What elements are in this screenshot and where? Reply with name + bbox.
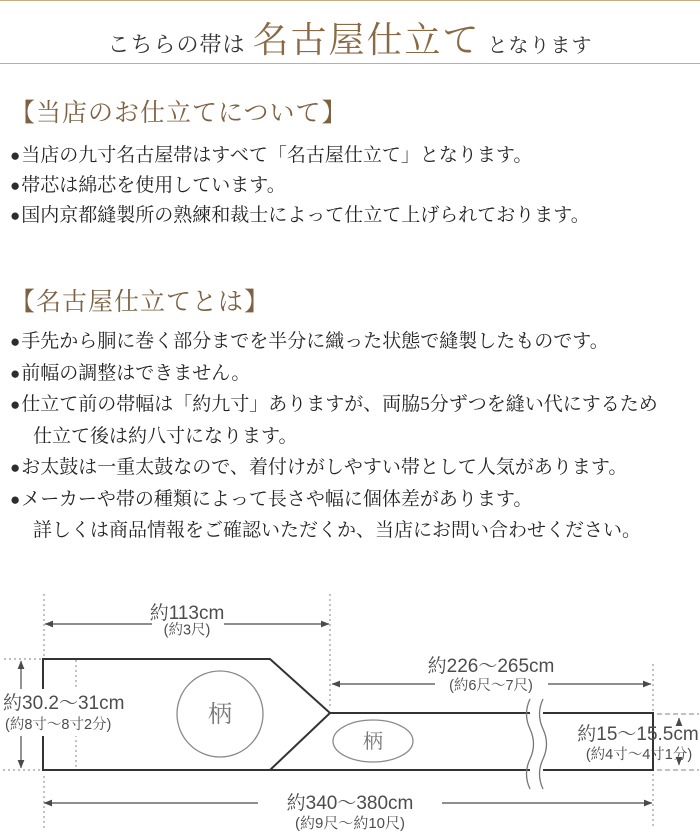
- item-text: 前幅の調整はできません。: [21, 362, 251, 384]
- dim-total-label-cm: 約340〜380cm: [286, 793, 414, 814]
- dim-tesaki-label-cm: 約113cm: [149, 603, 225, 624]
- item-text: 帯芯は綿芯を使用しています。: [21, 175, 286, 196]
- list-item-continuation: [10, 515, 658, 547]
- obi-fold-line: [270, 713, 330, 770]
- item-text: 国内京都縫製所の熟練和裁士によって仕立て上げられております。: [21, 205, 590, 226]
- item-text: 当店の九寸名古屋帯はすべて「名古屋仕立て」となります。: [21, 145, 533, 166]
- dim-body-label-shaku: (約6尺〜7尺): [449, 678, 533, 694]
- list-item: [10, 141, 590, 171]
- dim-wide-width-label-cm: 約30.2〜31cm: [3, 693, 125, 714]
- item-text: お太鼓は一重太鼓なので、着付けがしやすい帯として人気があります。: [21, 457, 628, 478]
- bullet-marker: ●: [10, 363, 21, 383]
- bullet-marker: ●: [10, 332, 21, 351]
- header-prefix: こちらの帯は: [107, 32, 246, 57]
- list-item: [10, 358, 658, 390]
- header: [0, 1, 700, 64]
- dim-total-label-shaku: (約9尺〜約10尺): [294, 815, 406, 832]
- pattern-label-large: 柄: [208, 701, 232, 728]
- list-item-continuation: [10, 421, 658, 453]
- header-highlight: 名古屋仕立て: [252, 20, 481, 60]
- list-item: [10, 452, 658, 484]
- bullet-list-what-is-nagoya: [10, 326, 658, 547]
- header-suffix: となります: [487, 35, 593, 57]
- dim-wide-width-label-shaku: (約8寸〜8寸2分): [5, 717, 112, 733]
- item-text: 仕立て前の帯幅は「約九寸」ありますが、両脇5分ずつを縫い代にするため: [21, 394, 658, 415]
- label-backgrounds: [0, 615, 548, 814]
- list-item: [10, 201, 590, 231]
- bullet-marker: ●: [10, 206, 21, 225]
- section-heading-what-is-nagoya: 【名古屋仕立てとは】: [10, 289, 271, 316]
- list-item: [10, 326, 658, 358]
- bullet-marker: ●: [10, 458, 21, 477]
- item-text: メーカーや帯の種類によって長さや幅に個体差があります。: [21, 488, 533, 510]
- pattern-label-small: 柄: [363, 731, 383, 753]
- obi-dimension-diagram: [0, 586, 700, 840]
- dim-narrow-width-label-shaku: (約4寸〜4寸1分): [585, 747, 693, 763]
- bullet-marker: ●: [10, 146, 21, 165]
- list-item: [10, 171, 590, 201]
- list-item: [10, 484, 658, 516]
- bullet-marker: ●: [10, 489, 21, 509]
- dim-body-label-cm: 約226〜265cm: [427, 656, 555, 677]
- item-text: 仕立て後は約八寸になります。: [33, 425, 298, 447]
- dim-tesaki-label-shaku: (約3尺): [163, 622, 211, 639]
- bullet-marker: ●: [10, 176, 21, 195]
- dim-narrow-width-label-cm: 約15〜15.5cm: [577, 724, 699, 745]
- item-text: 詳しくは商品情報をご確認いただくか、当店にお問い合わせください。: [33, 520, 642, 541]
- bullet-list-shop-tailoring: [10, 141, 590, 231]
- list-item: [10, 389, 658, 421]
- item-text: 手先から胴に巻く部分までを半分に織った状態で縫製したものです。: [21, 331, 609, 352]
- bullet-marker: ●: [10, 395, 21, 414]
- section-heading-shop-tailoring: 【当店のお仕立てについて】: [10, 100, 348, 127]
